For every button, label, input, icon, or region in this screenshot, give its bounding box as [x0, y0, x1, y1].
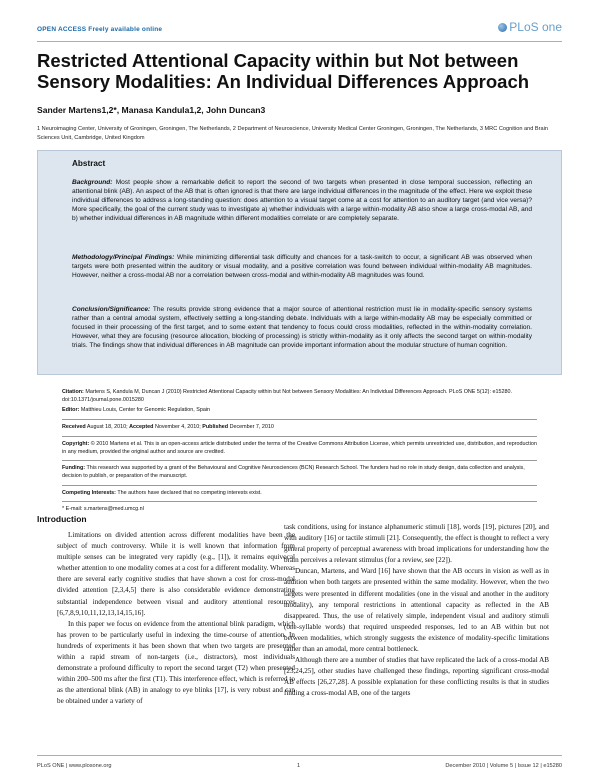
affiliations: 1 Neuroimaging Center, University of Groningen, Groningen, The Netherlands, 2 Department of Neuroscience, University Medical Center Groningen, Groningen, The Netherlands, 3 MRC Cognition and Brain Sciences Unit, Cambridge, United Kingdom [37, 126, 548, 141]
methods-label: Methodology/Principal Findings: [72, 254, 175, 261]
open-access-banner [37, 26, 162, 33]
footer-issue: December 2010 | Volume 5 | Issue 12 | e15280 [445, 763, 562, 769]
paragraph: Although there are a number of studies that have replicated the lack of a cross-modal AB [23,24,25], other studies have challenged these findings, reporting significant cross-modal AB effects [26,27,28]. A possible explanation for these conflicting results is that in studies finding a cross-modal AB, one of the targets [284, 656, 550, 698]
funding-row [62, 465, 537, 480]
footer-divider [37, 755, 562, 756]
meta-divider [62, 485, 537, 486]
funding-label: Funding: [62, 465, 86, 472]
received-label: Received [62, 424, 86, 431]
journal-logo-text: PLoS one [509, 20, 562, 34]
citation-label: Citation: [62, 389, 84, 395]
published-date: December 7, 2010 [229, 424, 274, 431]
conclusion-label: Conclusion/Significance: [72, 306, 151, 313]
copyright-row [62, 441, 537, 456]
background-label: Background: [72, 179, 113, 186]
author-list: Sander Martens1,2*, Manasa Kandula1,2, John Duncan3 [37, 105, 266, 115]
copyright-label: Copyright: [62, 440, 90, 447]
email-row[interactable]: * E-mail: s.martens@med.umcg.nl [62, 506, 144, 513]
journal-logo [498, 20, 562, 34]
abstract-conclusion [72, 305, 532, 350]
competing-row [62, 490, 537, 498]
section-heading-introduction: Introduction [37, 514, 87, 524]
abstract-background [72, 178, 532, 223]
dates-row [62, 424, 537, 432]
paragraph: In this paper we focus on evidence from the attentional blink paradigm, which has proven to be particularly useful in indexing the time-course of attention. In hundreds of experiments it has been shown that when two targets are presented within a rapid stream of non-targets (i.e., distractors), most individuals demonstrate a profound difficulty to report the second target (T2) when presented within 200–500 ms after the first (T1). This interference effect, which is referred to as the attentional blink (AB) in analogy to eye blinks [17], is very robust and can be obtained under a variety of [57, 619, 295, 706]
meta-divider [62, 501, 537, 502]
paragraph: task conditions, using for instance alphanumeric stimuli [18], words [19], pictures [20], and with auditory [16] or tactile stimuli [21]. Consequently, the effect is thought to reflect a very general property of perceptual awareness with broad implications for understanding how the brain perceives a relevant stimulus (for a review, see [22]). [284, 523, 549, 565]
abstract-methods [72, 253, 532, 280]
footer-journal[interactable]: PLoS ONE | www.plosone.org [37, 763, 112, 769]
plos-logo-icon [498, 23, 507, 32]
competing-text: The authors have declared that no competing interests exist. [117, 489, 262, 496]
left-column [57, 530, 295, 708]
copyright-text: © 2010 Martens et al. This is an open-access article distributed under the terms of the Creative Commons Attribution License, which permits unrestricted use, distribution, and reproduction in any medium, provided the original author and source are credited. [62, 440, 537, 455]
paragraph: Duncan, Martens, and Ward [16] have shown that the AB occurs in vision as well as in audition when both targets are presented within the same modality. However, when the two targets were presented in different modalities (one in the visual and another in the auditory modality), any temporal restrictions in attentional capacity as reflected in the AB disappeared. Thus, the use of relatively simple, independent visual and auditory stimuli (one-syllable words) that required unspeeded responses, led to an AB within but not between modalities, which strongly suggests the existence of modality-specific limitations rather than an amodal, more central bottleneck. [284, 567, 549, 654]
conclusion-text: The results provide strong evidence that a major source of attentional restriction must lie in modality-specific sensory systems rather than a central amodal system, effectively settling a long-standing debate. Individuals with a large within-modality AB may be especially committed or focused in their processing of the first target, and to some extent that tendency to focus could cross modalities, reflected in the within-modality correlation. However, what they are focusing (resource allocation, blocking of processing) is strictly within-modality as it only affects the second target on within-modality trials. The findings show that individual differences in AB magnitude can provide important information about the modular structure of human cognition. [72, 306, 533, 350]
meta-divider [62, 460, 537, 461]
right-column [284, 522, 549, 700]
paragraph: Limitations on divided attention across different modalities have been the subject of much controversy. While it is well known that information from multiple senses can be integrated very rapidly (e.g., [1]), it remains equivocal whether attention to one modality comes at a cost for a different modality. Whereas there are several early cognitive studies that have shown a cost for cross-modal divided attention [2,3,4,5] there is also considerable evidence demonstrating substantial independence between visual and auditory attentional resources [6,7,8,9,10,11,12,13,14,15,16]. [57, 531, 296, 617]
meta-divider [62, 419, 537, 420]
citation-row [62, 389, 537, 404]
article-title: Restricted Attentional Capacity within but Not between Sensory Modalities: An Individual Differences Approach [37, 50, 530, 92]
competing-label: Competing Interests: [62, 489, 116, 496]
header-divider [37, 41, 562, 42]
meta-divider [62, 436, 537, 437]
accepted-date: November 4, 2010; [154, 424, 201, 431]
editor-text: Matthieu Louis, Center for Genomic Regulation, Spain [80, 407, 211, 414]
editor-row [62, 407, 537, 415]
page-number: 1 [297, 763, 301, 769]
article-metadata [62, 389, 537, 517]
open-access-text: OPEN ACCESS Freely available online [37, 26, 163, 33]
editor-label: Editor: [62, 407, 80, 414]
methods-text: While minimizing differential task difficulty and chances for a task-switch to occur, a significant AB was observed when targets were both presented within the auditory or visual modality, and a positive correlation was found between individual within-modality AB magnitudes. However, neither a cross-modal AB nor a correlation between cross-modal and within-modality AB magnitudes was found. [72, 254, 532, 280]
background-text: Most people show a remarkable deficit to report the second of two targets when presented in close temporal succession, reflecting an attentional blink (AB). An aspect of the AB that is often ignored is that there are large individual differences in the magnitude of the effect. Here we exploit these individual differences to address a long-standing question: does attention to a visual target come at a cost for attention to an auditory target (and vice versa)? More specifically, the goal of the current study was to investigate a) whether individuals with a large within-modality AB also show a large cross-modal AB, and b) whether individual differences in AB magnitude within different modalities correlate or are completely separate. [72, 179, 532, 223]
funding-text: This research was supported by a grant of the Behavioural and Cognitive Neurosciences (BCN) Research School. The funders had no role in study design, data collection and analysis, decision to publish, or preparation of the manuscript. [62, 465, 525, 479]
abstract-heading: Abstract [72, 159, 106, 168]
accepted-label: Accepted [129, 424, 154, 431]
citation-text: Martens S, Kandula M, Duncan J (2010) Restricted Attentional Capacity within but Not between Sensory Modalities: An Individual Differences Approach. PLoS ONE 5(12): e15280. doi:10.1371/journal.pone.0015280 [62, 389, 512, 403]
published-label: Published [202, 424, 229, 431]
received-date: August 18, 2010; [86, 424, 128, 431]
